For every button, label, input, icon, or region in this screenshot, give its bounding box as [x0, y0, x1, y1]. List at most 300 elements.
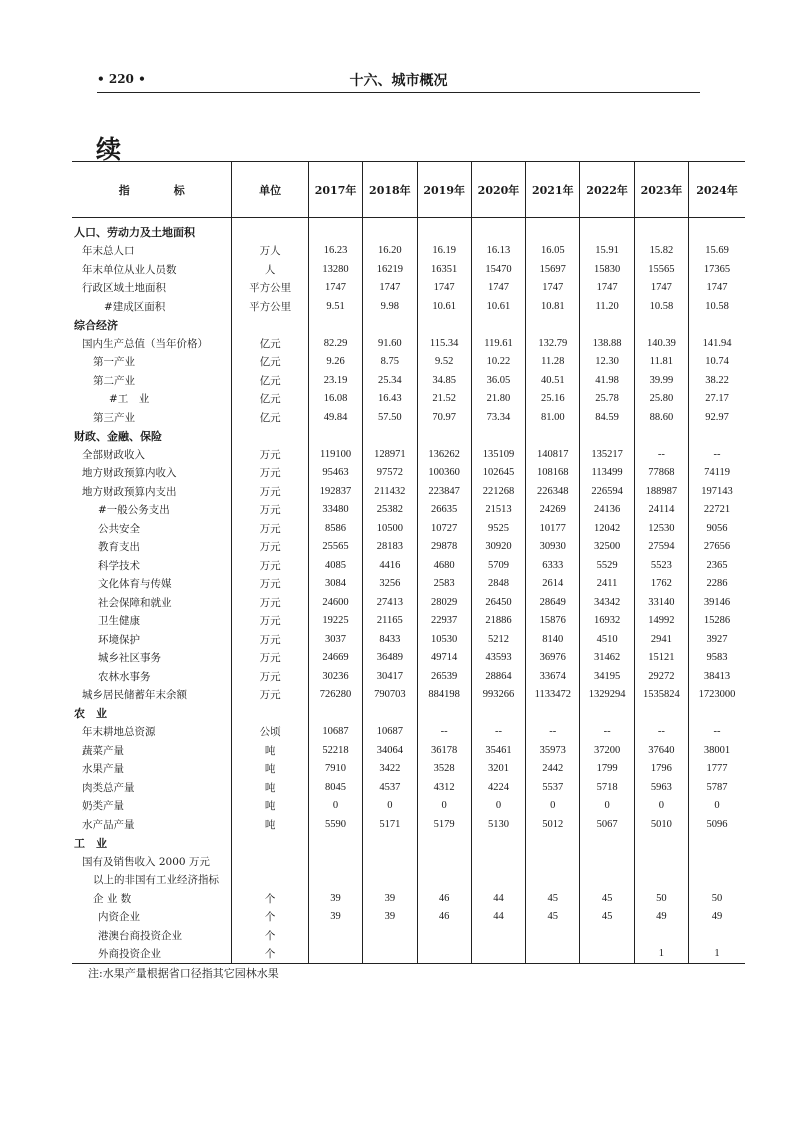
- table-cell: 57.50: [363, 408, 417, 427]
- table-cell: 6333: [526, 556, 580, 575]
- table-row: [72, 797, 745, 816]
- page-header: [97, 72, 700, 93]
- table-cell: 26450: [471, 593, 525, 612]
- section-row: [72, 704, 745, 723]
- table-row: [72, 334, 745, 353]
- table-cell: [471, 427, 525, 446]
- table-cell: 84.59: [580, 408, 634, 427]
- table-cell: 10.58: [634, 297, 688, 316]
- table-body: [72, 218, 745, 964]
- table-cell: 211432: [363, 482, 417, 501]
- table-cell: 140.39: [634, 334, 688, 353]
- table-cell: 25.80: [634, 390, 688, 409]
- table-row: [72, 686, 745, 705]
- table-cell: 95463: [308, 464, 362, 483]
- row-unit: 万元: [232, 575, 308, 594]
- table-cell: 15565: [634, 260, 688, 279]
- table-cell: [526, 945, 580, 964]
- table-cell: 9.52: [417, 353, 471, 372]
- table-cell: [526, 871, 580, 890]
- table-cell: 21513: [471, 501, 525, 520]
- row-label: #建成区面积: [104, 300, 166, 313]
- row-unit: 万元: [232, 519, 308, 538]
- table-cell: 74119: [689, 464, 745, 483]
- table-cell: 726280: [308, 686, 362, 705]
- table-cell: 4537: [363, 778, 417, 797]
- table-row: [72, 760, 745, 779]
- table-cell: 7910: [308, 760, 362, 779]
- row-label: 企 业 数: [93, 892, 132, 905]
- row-unit: 亿元: [232, 390, 308, 409]
- table-cell: 30920: [471, 538, 525, 557]
- table-cell: 82.29: [308, 334, 362, 353]
- table-cell: 44: [471, 908, 525, 927]
- table-cell: 5010: [634, 815, 688, 834]
- table-cell: 46: [417, 889, 471, 908]
- table-cell: 26539: [417, 667, 471, 686]
- row-unit: 吨: [232, 815, 308, 834]
- table-cell: 24669: [308, 649, 362, 668]
- table-row: [72, 482, 745, 501]
- table-cell: 39: [363, 908, 417, 927]
- row-unit: 万元: [232, 593, 308, 612]
- table-cell: [308, 945, 362, 964]
- table-cell: 9.51: [308, 297, 362, 316]
- table-row: [72, 519, 745, 538]
- header-year: 2023年: [634, 162, 688, 218]
- table-cell: [417, 945, 471, 964]
- row-label: 年末总人口: [82, 245, 135, 258]
- table-cell: --: [417, 723, 471, 742]
- table-cell: 11.81: [634, 353, 688, 372]
- table-cell: 12.30: [580, 353, 634, 372]
- table-cell: 197143: [689, 482, 745, 501]
- table-row: [72, 260, 745, 279]
- table-cell: 10727: [417, 519, 471, 538]
- table-cell: 22937: [417, 612, 471, 631]
- table-cell: 5012: [526, 815, 580, 834]
- table-cell: 24269: [526, 501, 580, 520]
- table-cell: 4085: [308, 556, 362, 575]
- table-cell: 16.20: [363, 242, 417, 261]
- table-cell: [363, 316, 417, 335]
- table-cell: [634, 704, 688, 723]
- table-cell: 36.05: [471, 371, 525, 390]
- row-unit: 万元: [232, 538, 308, 557]
- table-cell: 28864: [471, 667, 525, 686]
- row-label: 奶类产量: [82, 800, 124, 813]
- table-cell: [363, 834, 417, 853]
- table-cell: [689, 704, 745, 723]
- page-number: • 220 •: [97, 72, 146, 86]
- table-cell: 1747: [526, 279, 580, 298]
- table-cell: 49: [689, 908, 745, 927]
- table-cell: 141.94: [689, 334, 745, 353]
- table-cell: 24136: [580, 501, 634, 520]
- row-label: 以上的非国有工业经济指标: [93, 874, 219, 887]
- table-cell: [308, 834, 362, 853]
- row-label: 水产品产量: [82, 818, 135, 831]
- table-cell: 4312: [417, 778, 471, 797]
- row-label: 年末耕地总资源: [82, 726, 156, 739]
- row-label: 科学技术: [98, 559, 140, 572]
- table-cell: [363, 871, 417, 890]
- table-cell: --: [689, 723, 745, 742]
- table-cell: [580, 945, 634, 964]
- table-cell: 38001: [689, 741, 745, 760]
- row-unit: 平方公里: [232, 279, 308, 298]
- table-cell: 0: [689, 797, 745, 816]
- table-cell: 36178: [417, 741, 471, 760]
- table-cell: 138.88: [580, 334, 634, 353]
- row-unit: 亿元: [232, 334, 308, 353]
- table-cell: 73.34: [471, 408, 525, 427]
- table-row: [72, 353, 745, 372]
- table-cell: 16.43: [363, 390, 417, 409]
- table-cell: 3422: [363, 760, 417, 779]
- table-cell: [580, 852, 634, 871]
- table-cell: [634, 852, 688, 871]
- table-cell: 119.61: [471, 334, 525, 353]
- table-cell: 36489: [363, 649, 417, 668]
- table-cell: 25565: [308, 538, 362, 557]
- table-cell: 24114: [634, 501, 688, 520]
- table-row: [72, 778, 745, 797]
- table-cell: 5067: [580, 815, 634, 834]
- table-cell: 45: [580, 908, 634, 927]
- row-unit: 万元: [232, 464, 308, 483]
- table-cell: 33140: [634, 593, 688, 612]
- table-cell: 16.08: [308, 390, 362, 409]
- table-cell: 113499: [580, 464, 634, 483]
- row-label: 社会保障和就业: [98, 596, 172, 609]
- table-cell: [526, 852, 580, 871]
- table-cell: 92.97: [689, 408, 745, 427]
- table-cell: 10.81: [526, 297, 580, 316]
- table-cell: 1747: [363, 279, 417, 298]
- table-cell: [471, 316, 525, 335]
- row-label: 全部财政收入: [82, 448, 145, 461]
- table-cell: 28649: [526, 593, 580, 612]
- table-cell: 5718: [580, 778, 634, 797]
- table-cell: 12530: [634, 519, 688, 538]
- table-cell: 15876: [526, 612, 580, 631]
- table-cell: 8433: [363, 630, 417, 649]
- table-cell: 21165: [363, 612, 417, 631]
- table-cell: 136262: [417, 445, 471, 464]
- table-cell: --: [634, 445, 688, 464]
- table-row: [72, 242, 745, 261]
- table-cell: 8045: [308, 778, 362, 797]
- table-cell: 1133472: [526, 686, 580, 705]
- table-cell: 2614: [526, 575, 580, 594]
- table-row: [72, 538, 745, 557]
- table-row: [72, 556, 745, 575]
- table-row: [72, 593, 745, 612]
- table-cell: 0: [417, 797, 471, 816]
- table-cell: 45: [526, 908, 580, 927]
- table-cell: 16.05: [526, 242, 580, 261]
- table-cell: 29272: [634, 667, 688, 686]
- table-cell: 39146: [689, 593, 745, 612]
- table-cell: 25.16: [526, 390, 580, 409]
- table-cell: 1747: [580, 279, 634, 298]
- table-cell: [308, 218, 362, 242]
- table-cell: 37200: [580, 741, 634, 760]
- table-cell: 5537: [526, 778, 580, 797]
- row-label: 国有及销售收入 2000 万元: [82, 855, 210, 868]
- table-cell: 0: [471, 797, 525, 816]
- table-cell: [363, 427, 417, 446]
- table-cell: 1: [689, 945, 745, 964]
- table-cell: 50: [634, 889, 688, 908]
- table-cell: 15.91: [580, 242, 634, 261]
- table-cell: 77868: [634, 464, 688, 483]
- header-year: 2020年: [471, 162, 525, 218]
- table-cell: 34195: [580, 667, 634, 686]
- table-cell: 5787: [689, 778, 745, 797]
- row-label: 蔬菜产量: [82, 744, 124, 757]
- row-unit: [232, 704, 308, 723]
- table-cell: [308, 871, 362, 890]
- table-cell: 1747: [417, 279, 471, 298]
- table-cell: 223847: [417, 482, 471, 501]
- row-label: 城乡社区事务: [98, 652, 161, 665]
- row-label: 行政区域土地面积: [82, 282, 166, 295]
- row-unit: [232, 427, 308, 446]
- table-cell: 5963: [634, 778, 688, 797]
- table-cell: 115.34: [417, 334, 471, 353]
- table-cell: 39.99: [634, 371, 688, 390]
- row-unit: 万元: [232, 445, 308, 464]
- table-cell: 38.22: [689, 371, 745, 390]
- row-unit: 万元: [232, 482, 308, 501]
- table-cell: 34064: [363, 741, 417, 760]
- header-year: 2019年: [417, 162, 471, 218]
- table-cell: 8586: [308, 519, 362, 538]
- table-cell: 3256: [363, 575, 417, 594]
- table-cell: 22721: [689, 501, 745, 520]
- table-cell: 25.34: [363, 371, 417, 390]
- table-cell: 25.78: [580, 390, 634, 409]
- row-label: 综合经济: [74, 318, 118, 332]
- table-cell: 52218: [308, 741, 362, 760]
- table-cell: 39: [308, 908, 362, 927]
- table-row: [72, 945, 745, 964]
- table-cell: 15286: [689, 612, 745, 631]
- table-cell: 16219: [363, 260, 417, 279]
- table-cell: 40.51: [526, 371, 580, 390]
- table-cell: 45: [580, 889, 634, 908]
- table-cell: [526, 704, 580, 723]
- table-cell: [417, 852, 471, 871]
- table-cell: [580, 218, 634, 242]
- table-cell: --: [471, 723, 525, 742]
- table-cell: [689, 871, 745, 890]
- table-cell: [580, 834, 634, 853]
- table-cell: 11.20: [580, 297, 634, 316]
- table-cell: 33674: [526, 667, 580, 686]
- row-label: #一般公务支出: [98, 504, 170, 517]
- table-row: [72, 667, 745, 686]
- row-label: 财政、金融、保险: [74, 429, 162, 443]
- table-cell: 21.52: [417, 390, 471, 409]
- table-cell: 10.58: [689, 297, 745, 316]
- table-cell: 41.98: [580, 371, 634, 390]
- table-cell: 49: [634, 908, 688, 927]
- table-cell: 32500: [580, 538, 634, 557]
- row-label: 地方财政预算内收入: [82, 467, 177, 480]
- table-cell: [689, 427, 745, 446]
- table-cell: [471, 945, 525, 964]
- table-cell: 45: [526, 889, 580, 908]
- table-cell: [634, 834, 688, 853]
- table-cell: 10.22: [471, 353, 525, 372]
- table-row: [72, 279, 745, 298]
- table-cell: 9525: [471, 519, 525, 538]
- table-cell: 9.26: [308, 353, 362, 372]
- table-cell: 128971: [363, 445, 417, 464]
- table-cell: 1796: [634, 760, 688, 779]
- table-cell: 119100: [308, 445, 362, 464]
- table-cell: 49.84: [308, 408, 362, 427]
- table-cell: [634, 427, 688, 446]
- row-unit: [232, 871, 308, 890]
- row-unit: 吨: [232, 797, 308, 816]
- row-label: 第二产业: [93, 374, 135, 387]
- table-cell: [580, 704, 634, 723]
- row-label: 肉类总产量: [82, 781, 135, 794]
- row-unit: 万元: [232, 612, 308, 631]
- row-label: 年末单位从业人员数: [82, 263, 177, 276]
- row-unit: 亿元: [232, 353, 308, 372]
- table-cell: 46: [417, 908, 471, 927]
- table-cell: 1747: [689, 279, 745, 298]
- section-row: [72, 316, 745, 335]
- table-cell: 2411: [580, 575, 634, 594]
- row-unit: [232, 852, 308, 871]
- table-cell: [634, 218, 688, 242]
- table-cell: --: [526, 723, 580, 742]
- table-cell: [526, 427, 580, 446]
- row-label: 外商投资企业: [72, 945, 232, 964]
- row-unit: 万元: [232, 501, 308, 520]
- table-cell: 23.19: [308, 371, 362, 390]
- table-cell: 15697: [526, 260, 580, 279]
- table-cell: 50: [689, 889, 745, 908]
- table-cell: 30930: [526, 538, 580, 557]
- table-cell: 4416: [363, 556, 417, 575]
- table-cell: [471, 852, 525, 871]
- table-cell: 2848: [471, 575, 525, 594]
- row-unit: 个: [232, 908, 308, 927]
- table-cell: [308, 926, 362, 945]
- table-cell: 27656: [689, 538, 745, 557]
- row-label: 人口、劳动力及土地面积: [74, 225, 195, 239]
- table-cell: --: [634, 723, 688, 742]
- table-row: [72, 575, 745, 594]
- table-row: [72, 612, 745, 631]
- table-cell: 1799: [580, 760, 634, 779]
- table-cell: 39: [308, 889, 362, 908]
- table-cell: [634, 316, 688, 335]
- table-cell: [417, 427, 471, 446]
- table-cell: 10.61: [471, 297, 525, 316]
- table-cell: [471, 871, 525, 890]
- table-cell: 11.28: [526, 353, 580, 372]
- table-cell: [363, 218, 417, 242]
- table-cell: 30417: [363, 667, 417, 686]
- table-cell: 1723000: [689, 686, 745, 705]
- table-cell: 0: [634, 797, 688, 816]
- table-cell: 221268: [471, 482, 525, 501]
- header-year: 2022年: [580, 162, 634, 218]
- table-cell: --: [580, 723, 634, 742]
- table-row: [72, 297, 745, 316]
- row-unit: 万元: [232, 686, 308, 705]
- table-row: [72, 908, 745, 927]
- row-unit: 万元: [232, 630, 308, 649]
- table-cell: 28183: [363, 538, 417, 557]
- table-row: [72, 408, 745, 427]
- chapter-title: 十六、城市概况: [349, 73, 448, 89]
- table-cell: [471, 704, 525, 723]
- table-cell: 5529: [580, 556, 634, 575]
- table-cell: 15.69: [689, 242, 745, 261]
- table-cell: 16.19: [417, 242, 471, 261]
- row-label: 国内生产总值（当年价格）: [82, 337, 208, 350]
- table-cell: [689, 852, 745, 871]
- table-cell: 25382: [363, 501, 417, 520]
- row-unit: 吨: [232, 760, 308, 779]
- table-cell: 3528: [417, 760, 471, 779]
- row-label: 工 业: [74, 836, 107, 850]
- table-cell: 8.75: [363, 353, 417, 372]
- row-unit: [232, 316, 308, 335]
- table-cell: 27.17: [689, 390, 745, 409]
- table-cell: [471, 926, 525, 945]
- table-cell: [308, 427, 362, 446]
- table-cell: 14992: [634, 612, 688, 631]
- table-cell: [689, 316, 745, 335]
- table-row: [72, 464, 745, 483]
- table-cell: 24600: [308, 593, 362, 612]
- table-cell: [580, 871, 634, 890]
- header-unit: 单位: [232, 162, 308, 218]
- table-cell: 140817: [526, 445, 580, 464]
- table-cell: 0: [580, 797, 634, 816]
- table-cell: 2442: [526, 760, 580, 779]
- table-cell: 5171: [363, 815, 417, 834]
- table-row: [72, 871, 745, 890]
- table-cell: 1: [634, 945, 688, 964]
- table-cell: [634, 871, 688, 890]
- table-cell: 2583: [417, 575, 471, 594]
- table-cell: 15.82: [634, 242, 688, 261]
- table-cell: 10177: [526, 519, 580, 538]
- row-label: 内资企业: [98, 911, 140, 924]
- table-cell: [526, 218, 580, 242]
- table-cell: 10687: [308, 723, 362, 742]
- table-cell: 226594: [580, 482, 634, 501]
- table-cell: 16932: [580, 612, 634, 631]
- row-label: 教育支出: [98, 541, 140, 554]
- row-unit: 人: [232, 260, 308, 279]
- row-unit: 个: [232, 889, 308, 908]
- row-unit: 公顷: [232, 723, 308, 742]
- table-cell: 37640: [634, 741, 688, 760]
- row-label: #工 业: [109, 393, 150, 406]
